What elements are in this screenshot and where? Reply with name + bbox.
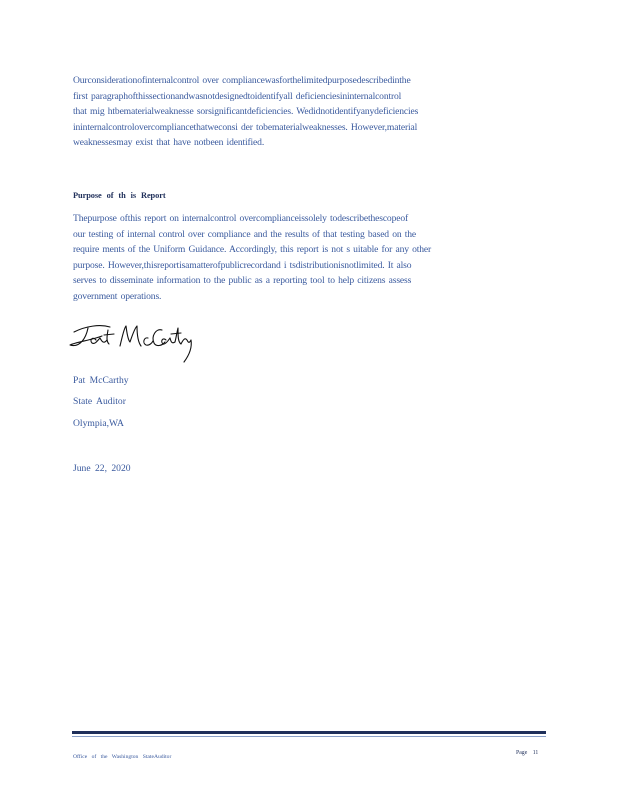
paragraph-line: first paragraphofthissectionandwasnotdesignedtoidentifyall deficienciesininternalcontrol [73, 90, 402, 102]
paragraph-line: require ments of the Uniform Guidance. Accordingly, this report is not s uitable for any other [73, 244, 432, 255]
auditor-location: Olympia,WA [73, 418, 124, 429]
footer-divider-thin [72, 736, 546, 737]
footer-divider [72, 731, 546, 734]
paragraph-line: ininternalcontrolovercompliancethatweconsi der tobematerialweaknesses. However,material [73, 121, 418, 133]
paragraph-line: weaknessesmay exist that have notbeen identified. [73, 137, 265, 148]
paragraph-line: government operations. [73, 290, 162, 302]
paragraph-line: serves to disseminate information to the public as a reporting tool to help citizens assess [73, 275, 412, 286]
paragraph-line: purpose. However,thisreportisamatterofpublicrecordand i tsdistributionisnotlimited. It also [73, 259, 412, 271]
auditor-title: State Auditor [73, 396, 126, 407]
consideration-paragraph [73, 73, 545, 151]
footer-office-name: Office of the Washington StateAuditor [73, 754, 172, 760]
page-number: Page 11 [516, 750, 539, 756]
purpose-paragraph [73, 211, 545, 304]
paragraph-line: our testing of internal control over compliance and the results of that testing based on the [73, 228, 417, 240]
handwritten-signature [66, 318, 196, 366]
paragraph-line: Ourconsiderationofinternalcontrol over compliancewasforthelimitedpurposedescribedinthe [73, 75, 411, 86]
paragraph-line: Thepurpose ofthis report on internalcontrol overcomplianceissolely todescribethescopeof [73, 213, 409, 224]
paragraph-line: that mig htbematerialweaknesse sorsignificantdeficiencies. Wedidnotidentifyanydeficiencies [73, 106, 419, 117]
report-date: June 22, 2020 [73, 463, 131, 474]
auditor-name: Pat McCarthy [73, 375, 129, 386]
purpose-heading: Purpose of th is Report [73, 191, 166, 200]
